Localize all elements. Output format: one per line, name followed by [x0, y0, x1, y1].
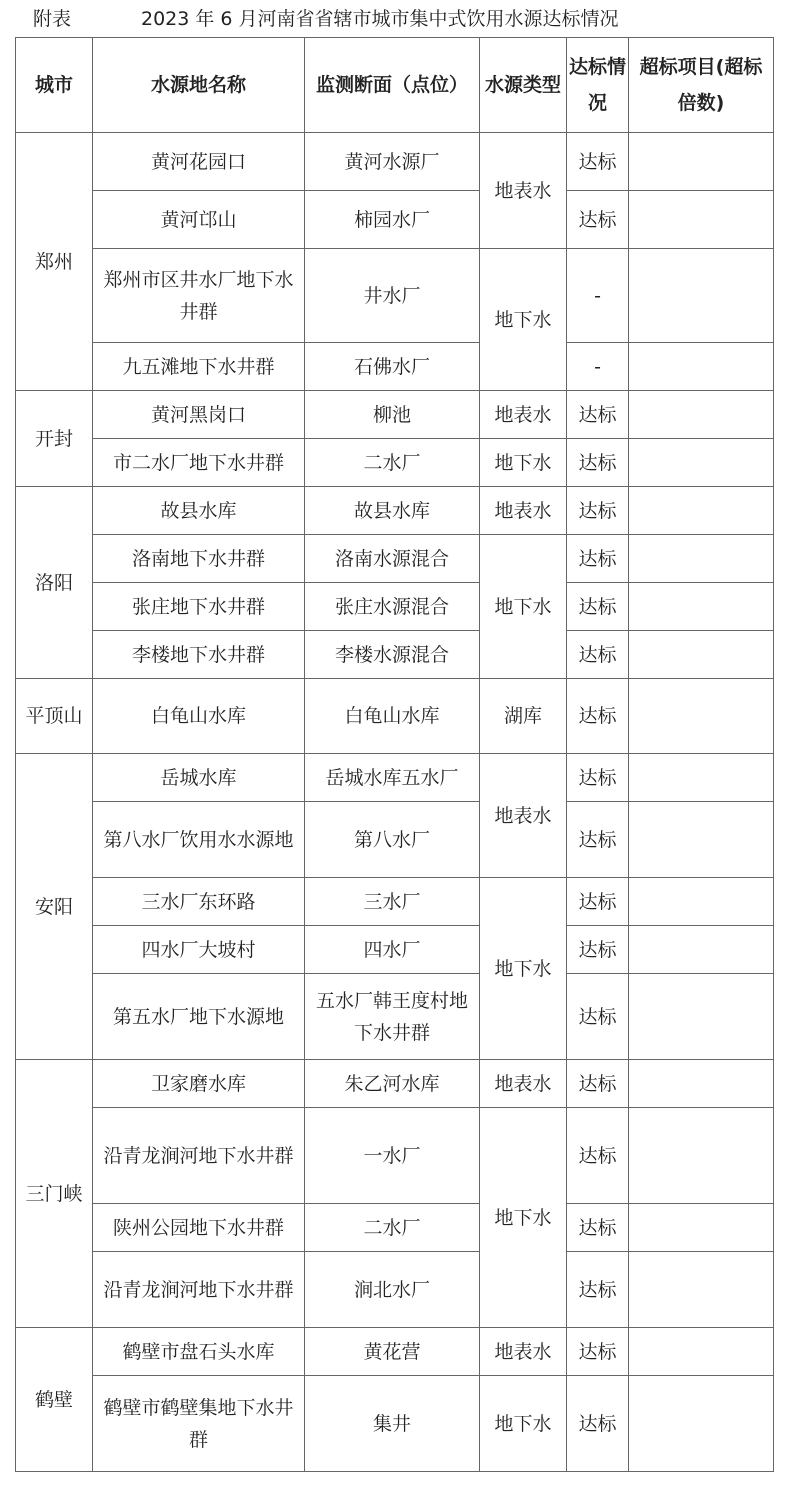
table-row — [16, 1376, 774, 1472]
status-cell: 达标 — [567, 974, 629, 1060]
table-row — [16, 631, 774, 679]
status-cell: 达标 — [567, 1108, 629, 1204]
source-type-cell: 地下水 — [480, 1376, 567, 1472]
monitoring-point-cell: 白龟山水库 — [305, 679, 480, 754]
status-cell: 达标 — [567, 926, 629, 974]
monitoring-point-cell: 柿园水厂 — [305, 191, 480, 249]
monitoring-point-cell: 岳城水库五水厂 — [305, 754, 480, 802]
exceed-items-cell — [629, 1204, 774, 1252]
status-cell: 达标 — [567, 487, 629, 535]
status-cell: 达标 — [567, 679, 629, 754]
title-text: 2023 年 6 月河南省省辖市城市集中式饮用水源达标情况 — [141, 8, 619, 30]
monitoring-point-cell: 张庄水源混合 — [305, 583, 480, 631]
exceed-items-cell — [629, 1108, 774, 1204]
table-row — [16, 679, 774, 754]
table-row — [16, 439, 774, 487]
monitoring-point-cell: 五水厂韩王度村地下水井群 — [305, 974, 480, 1060]
status-cell: 达标 — [567, 1204, 629, 1252]
source-type-cell: 湖库 — [480, 679, 567, 754]
monitoring-point-cell: 石佛水厂 — [305, 343, 480, 391]
city-cell: 开封 — [16, 391, 93, 487]
source-name-cell: 鹤壁市盘石头水库 — [93, 1328, 305, 1376]
source-type-cell: 地下水 — [480, 535, 567, 679]
monitoring-point-cell: 黄河水源厂 — [305, 133, 480, 191]
table-row — [16, 802, 774, 878]
status-cell: 达标 — [567, 535, 629, 583]
monitoring-point-cell: 二水厂 — [305, 439, 480, 487]
source-name-cell: 三水厂东环路 — [93, 878, 305, 926]
source-name-cell: 鹤壁市鹤壁集地下水井群 — [93, 1376, 305, 1472]
monitoring-point-cell: 一水厂 — [305, 1108, 480, 1204]
table-row — [16, 1108, 774, 1204]
city-cell: 郑州 — [16, 133, 93, 391]
monitoring-point-cell: 四水厂 — [305, 926, 480, 974]
monitoring-point-cell: 故县水库 — [305, 487, 480, 535]
exceed-items-cell — [629, 1252, 774, 1328]
header-source-name: 水源地名称 — [93, 38, 305, 133]
exceed-items-cell — [629, 535, 774, 583]
exceed-items-cell — [629, 802, 774, 878]
exceed-items-cell — [629, 754, 774, 802]
table-row — [16, 878, 774, 926]
table-row — [16, 754, 774, 802]
table-row — [16, 1328, 774, 1376]
exceed-items-cell — [629, 679, 774, 754]
source-name-cell: 沿青龙涧河地下水井群 — [93, 1108, 305, 1204]
exceed-items-cell — [629, 974, 774, 1060]
exceed-items-cell — [629, 191, 774, 249]
monitoring-point-cell: 洛南水源混合 — [305, 535, 480, 583]
city-cell: 平顶山 — [16, 679, 93, 754]
header-source-type: 水源类型 — [480, 38, 567, 133]
header-row — [16, 38, 774, 133]
water-source-table — [15, 37, 774, 1472]
source-type-cell: 地表水 — [480, 1060, 567, 1108]
exceed-items-cell — [629, 1060, 774, 1108]
table-row — [16, 535, 774, 583]
table-row — [16, 1060, 774, 1108]
source-type-cell: 地下水 — [480, 249, 567, 391]
source-name-cell: 黄河黑岗口 — [93, 391, 305, 439]
source-type-cell: 地下水 — [480, 878, 567, 1060]
status-cell: 达标 — [567, 631, 629, 679]
monitoring-point-cell: 柳池 — [305, 391, 480, 439]
table-row — [16, 487, 774, 535]
source-name-cell: 陕州公园地下水井群 — [93, 1204, 305, 1252]
table-row — [16, 343, 774, 391]
source-name-cell: 白龟山水库 — [93, 679, 305, 754]
source-name-cell: 四水厂大坡村 — [93, 926, 305, 974]
table-row — [16, 249, 774, 343]
exceed-items-cell — [629, 926, 774, 974]
city-cell: 鹤壁 — [16, 1328, 93, 1472]
monitoring-point-cell: 朱乙河水库 — [305, 1060, 480, 1108]
status-cell: 达标 — [567, 1376, 629, 1472]
status-cell: 达标 — [567, 1328, 629, 1376]
table-row — [16, 926, 774, 974]
monitoring-point-cell: 井水厂 — [305, 249, 480, 343]
title-prefix: 附表 — [33, 8, 72, 30]
source-type-cell: 地下水 — [480, 1108, 567, 1328]
source-name-cell: 岳城水库 — [93, 754, 305, 802]
status-cell: 达标 — [567, 802, 629, 878]
exceed-items-cell — [629, 1328, 774, 1376]
page-title — [33, 4, 783, 34]
source-name-cell: 九五滩地下水井群 — [93, 343, 305, 391]
monitoring-point-cell: 涧北水厂 — [305, 1252, 480, 1328]
source-name-cell: 故县水库 — [93, 487, 305, 535]
source-name-cell: 黄河花园口 — [93, 133, 305, 191]
status-cell: 达标 — [567, 1252, 629, 1328]
status-cell: 达标 — [567, 191, 629, 249]
city-cell: 洛阳 — [16, 487, 93, 679]
monitoring-point-cell: 黄花营 — [305, 1328, 480, 1376]
source-name-cell: 市二水厂地下水井群 — [93, 439, 305, 487]
table-row — [16, 133, 774, 191]
source-name-cell: 卫家磨水库 — [93, 1060, 305, 1108]
exceed-items-cell — [629, 249, 774, 343]
status-cell: 达标 — [567, 754, 629, 802]
monitoring-point-cell: 李楼水源混合 — [305, 631, 480, 679]
exceed-items-cell — [629, 439, 774, 487]
status-cell: 达标 — [567, 1060, 629, 1108]
status-cell: 达标 — [567, 878, 629, 926]
monitoring-point-cell: 第八水厂 — [305, 802, 480, 878]
status-cell: 达标 — [567, 439, 629, 487]
header-status: 达标情况 — [567, 38, 629, 133]
monitoring-point-cell: 二水厂 — [305, 1204, 480, 1252]
source-type-cell: 地表水 — [480, 754, 567, 878]
source-type-cell: 地表水 — [480, 133, 567, 249]
header-city: 城市 — [16, 38, 93, 133]
exceed-items-cell — [629, 343, 774, 391]
monitoring-point-cell: 集井 — [305, 1376, 480, 1472]
status-cell: - — [567, 249, 629, 343]
source-name-cell: 黄河邙山 — [93, 191, 305, 249]
source-name-cell: 洛南地下水井群 — [93, 535, 305, 583]
source-type-cell: 地表水 — [480, 1328, 567, 1376]
status-cell: 达标 — [567, 583, 629, 631]
table-row — [16, 974, 774, 1060]
table-row — [16, 1204, 774, 1252]
table-row — [16, 191, 774, 249]
exceed-items-cell — [629, 631, 774, 679]
table-row — [16, 1252, 774, 1328]
city-cell: 三门峡 — [16, 1060, 93, 1328]
source-name-cell: 张庄地下水井群 — [93, 583, 305, 631]
exceed-items-cell — [629, 487, 774, 535]
table-row — [16, 391, 774, 439]
status-cell: 达标 — [567, 391, 629, 439]
source-name-cell: 第五水厂地下水源地 — [93, 974, 305, 1060]
monitoring-point-cell: 三水厂 — [305, 878, 480, 926]
source-type-cell: 地表水 — [480, 391, 567, 439]
source-type-cell: 地下水 — [480, 439, 567, 487]
source-name-cell: 第八水厂饮用水水源地 — [93, 802, 305, 878]
exceed-items-cell — [629, 583, 774, 631]
source-name-cell: 郑州市区井水厂地下水井群 — [93, 249, 305, 343]
status-cell: 达标 — [567, 133, 629, 191]
source-type-cell: 地表水 — [480, 487, 567, 535]
source-name-cell: 沿青龙涧河地下水井群 — [93, 1252, 305, 1328]
table-row — [16, 583, 774, 631]
source-name-cell: 李楼地下水井群 — [93, 631, 305, 679]
header-exceed-items: 超标项目(超标倍数) — [629, 38, 774, 133]
city-cell: 安阳 — [16, 754, 93, 1060]
exceed-items-cell — [629, 133, 774, 191]
exceed-items-cell — [629, 391, 774, 439]
exceed-items-cell — [629, 878, 774, 926]
status-cell: - — [567, 343, 629, 391]
exceed-items-cell — [629, 1376, 774, 1472]
header-monitoring-point: 监测断面（点位） — [305, 38, 480, 133]
